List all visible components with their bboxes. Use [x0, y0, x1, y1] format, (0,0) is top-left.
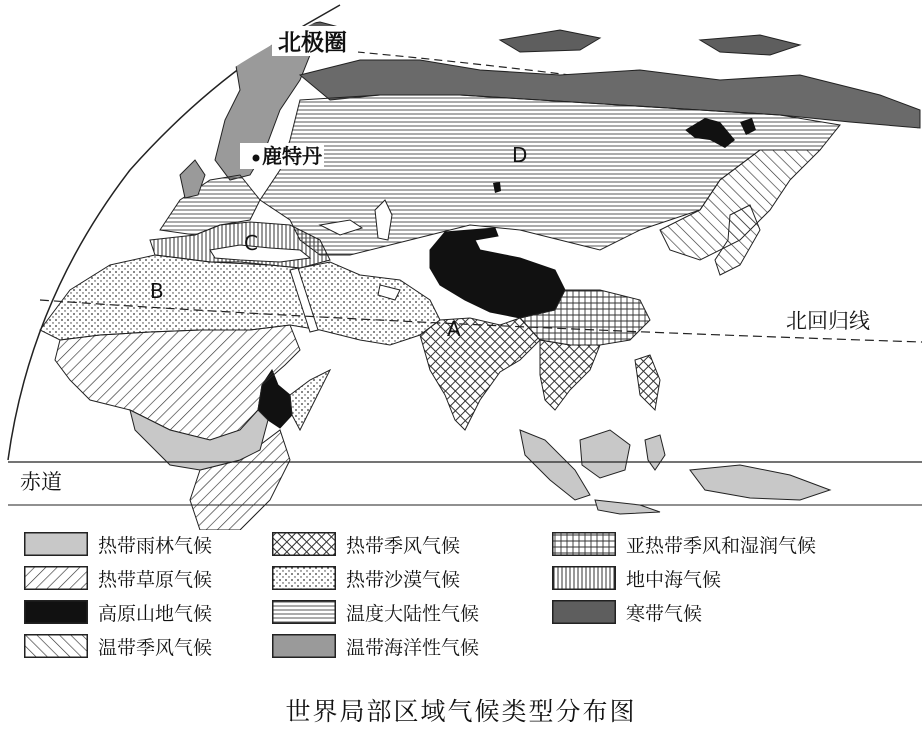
legend-label: 温带海洋性气候	[346, 636, 480, 659]
point-a-label: A	[447, 317, 461, 341]
legend-label: 热带季风气候	[346, 534, 461, 557]
region-tropical-rainforest-sumatra	[520, 430, 590, 500]
legend-label: 高原山地气候	[98, 602, 213, 625]
legend	[14, 527, 914, 677]
legend-label: 热带草原气候	[98, 568, 213, 591]
legend-item-tropical-monsoon	[272, 529, 460, 559]
region-tropical-rainforest-java	[595, 500, 660, 514]
legend-item-polar	[552, 597, 702, 627]
legend-item-highland	[24, 597, 212, 627]
region-tropical-rainforest-newguinea	[690, 465, 830, 500]
legend-item-subtropical-monsoon	[552, 529, 816, 559]
swatch-back-diagonal	[24, 634, 88, 658]
equator-label: 赤道	[20, 470, 62, 494]
legend-item-temperate-monsoon	[24, 631, 212, 661]
region-tropical-desert-horn	[290, 370, 330, 430]
swatch-light-gray	[24, 532, 88, 556]
legend-item-tropical-desert	[272, 563, 460, 593]
region-highland-tibet	[430, 228, 565, 318]
region-cold-islands-far	[700, 35, 800, 55]
swatch-cross-hatch	[272, 532, 336, 556]
legend-label: 温度大陆性气候	[346, 602, 480, 625]
copenhagen-label: 鹿特丹	[262, 144, 322, 168]
legend-item-mediterranean	[552, 563, 721, 593]
point-d-label: D	[512, 143, 528, 167]
point-b-label: B	[150, 279, 164, 303]
swatch-black	[24, 600, 88, 624]
legend-item-temperate-maritime	[272, 631, 479, 661]
arctic-circle-label: 北极圈	[278, 30, 347, 56]
legend-label: 亚热带季风和湿润气候	[626, 534, 817, 557]
region-tropical-rainforest-sulawesi	[645, 435, 665, 470]
region-tropical-monsoon-india	[420, 318, 540, 430]
swatch-dark-gray	[552, 600, 616, 624]
swatch-diagonal	[24, 566, 88, 590]
legend-item-tropical-savanna	[24, 563, 212, 593]
region-cold-islands-east	[500, 30, 600, 52]
region-tropical-rainforest-borneo	[580, 430, 630, 478]
swatch-horizontal	[272, 600, 336, 624]
swatch-mid-gray	[272, 634, 336, 658]
legend-label: 地中海气候	[626, 568, 722, 591]
legend-label: 寒带气候	[626, 602, 703, 625]
region-philippines	[635, 355, 660, 410]
swatch-dots	[272, 566, 336, 590]
legend-label: 热带沙漠气候	[346, 568, 461, 591]
swatch-vertical	[552, 566, 616, 590]
legend-item-tropical-rainforest	[24, 529, 212, 559]
legend-item-temperate-continental	[272, 597, 479, 627]
region-tropical-monsoon-sea	[540, 340, 600, 410]
tropic-of-cancer-label: 北回归线	[786, 309, 870, 333]
map-caption: 世界局部区域气候类型分布图	[285, 697, 637, 726]
swatch-grid	[552, 532, 616, 556]
copenhagen-dot	[253, 155, 260, 162]
legend-label: 温带季风气候	[98, 636, 213, 659]
legend-label: 热带雨林气候	[98, 534, 213, 557]
point-c-label: C	[244, 231, 258, 255]
